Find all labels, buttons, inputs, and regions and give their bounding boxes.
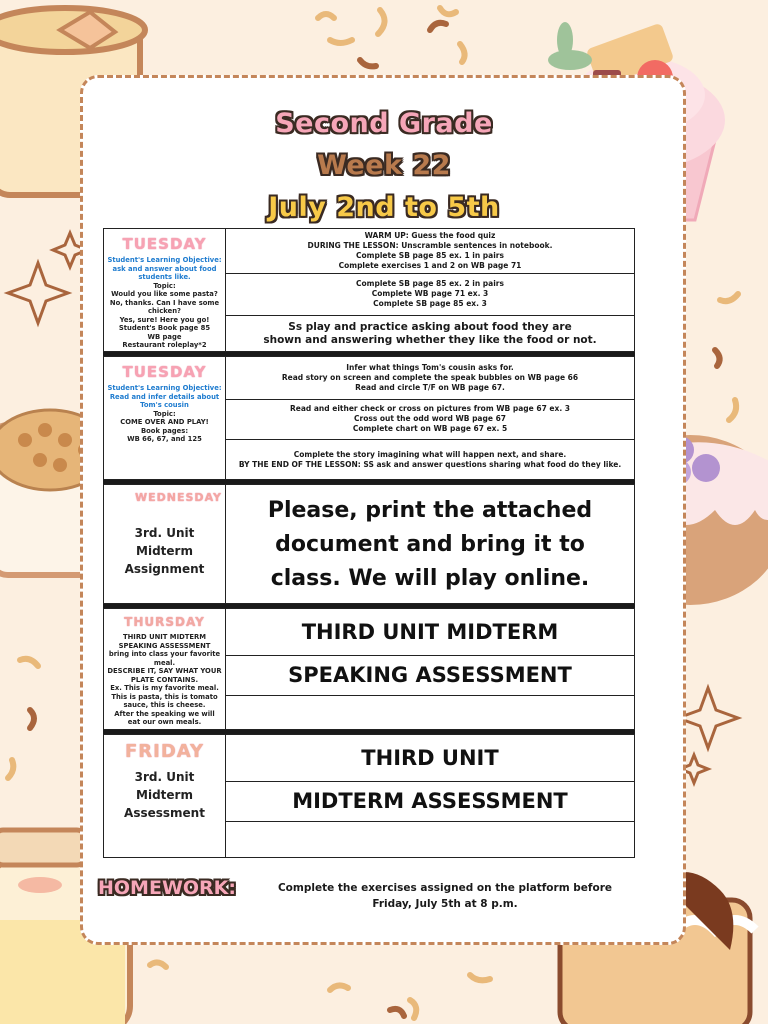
message-line: Please, print the attached	[267, 498, 593, 523]
day-cell	[104, 735, 226, 857]
tuesday-lesson-2	[103, 356, 635, 480]
message-line: document and bring it to	[275, 532, 585, 557]
day-label: TUESDAY	[122, 235, 207, 253]
activity-line: Ss play and practice asking about food they are	[288, 321, 572, 333]
activity-row	[226, 399, 634, 440]
speaking-notes: THIRD UNIT MIDTERM SPEAKING ASSESSMENT bring into class your favorite meal. DESCRIBE IT, SAY WHAT YOUR PLATE CONTAINS. Ex. This is my favorite meal. This is pasta, this is tomato sauce, this is cheese. After the speaking we will eat our own meals.	[107, 633, 222, 726]
activity-line: BY THE END OF THE LESSON: SS ask and answer questions sharing what food do they like.	[238, 460, 622, 469]
assignment-label: 3rd. Unit Midterm Assignment	[124, 526, 205, 576]
day-cell	[104, 485, 226, 603]
activity-line: DURING THE LESSON: Unscramble sentences in notebook.	[307, 241, 553, 250]
empty-row	[226, 695, 634, 731]
day-label: THURSDAY	[124, 615, 205, 629]
assessment-row	[226, 655, 634, 696]
homework-text: Complete the exercises assigned on the platform before Friday, July 5th at 8 p.m.	[277, 882, 613, 910]
activity-line: shown and answering whether they like the food or not.	[263, 334, 597, 346]
activity-line: Cross out the odd word WB page 67	[354, 414, 506, 423]
assessment-row	[226, 609, 634, 656]
activity-line: Complete WB page 71 ex. 3	[371, 289, 489, 298]
assessment-row	[226, 735, 634, 782]
week-title: Week 22	[317, 150, 451, 181]
assignment-message	[226, 485, 634, 605]
tuesday-lesson-1	[103, 228, 635, 352]
day-cell	[104, 229, 226, 351]
day-label: WEDNESDAY	[135, 491, 222, 504]
activities-cell	[226, 735, 634, 857]
activity-line: Complete chart on WB page 67 ex. 5	[352, 424, 508, 433]
assessment-label: 3rd. Unit Midterm Assessment	[124, 770, 205, 820]
assessment-line: THIRD UNIT	[361, 745, 499, 770]
activity-line: Complete SB page 85 ex. 2 in pairs	[356, 279, 504, 288]
date-range-title: July 2nd to 5th	[268, 192, 500, 223]
empty-row	[226, 821, 634, 859]
activity-line: WARM UP: Guess the food quiz	[364, 231, 496, 240]
thursday-lesson	[103, 608, 635, 730]
activity-line: Read and circle T/F on WB page 67.	[355, 383, 505, 392]
wednesday-lesson	[103, 484, 635, 604]
day-cell	[104, 357, 226, 479]
activity-line: Complete SB page 85 ex. 1 in pairs	[356, 251, 504, 260]
activity-row	[226, 229, 634, 274]
activity-row	[226, 357, 634, 400]
message-line: class. We will play online.	[270, 566, 590, 591]
lesson-notes: Topic: COME OVER AND PLAY! Book pages: WB 66, 67, and 125	[120, 409, 209, 443]
activity-line: Complete exercises 1 and 2 on WB page 71	[338, 261, 522, 270]
activity-row	[226, 439, 634, 481]
assessment-line: SPEAKING ASSESSMENT	[288, 662, 572, 687]
assessment-row	[226, 781, 634, 822]
activities-cell	[226, 609, 634, 729]
learning-objective: Student's Learning Objective: Read and infer details about Tom's cousin	[107, 384, 222, 409]
activity-row	[226, 273, 634, 316]
activity-line: Complete the story imagining what will happen next, and share.	[293, 450, 567, 459]
activity-row	[226, 315, 634, 353]
homework-title: HOMEWORK:	[98, 877, 237, 899]
lesson-notes: Topic: Would you like some pasta? No, thanks. Can I have some chicken? Yes, sure! Here you go! Student's Book page 85 WB page Restaurant roleplay*2	[109, 281, 220, 349]
activity-line: Read story on screen and complete the speak bubbles on WB page 66	[281, 373, 579, 382]
day-label: TUESDAY	[122, 363, 207, 381]
activities-cell	[226, 357, 634, 479]
activities-cell	[226, 485, 634, 603]
learning-objective: Student's Learning Objective: ask and answer about food students like.	[107, 256, 222, 281]
activity-line: Read and either check or cross on pictures from WB page 67 ex. 3	[289, 404, 571, 413]
weekly-schedule-table	[103, 228, 635, 858]
activities-cell	[226, 229, 634, 351]
assessment-line: MIDTERM ASSESSMENT	[292, 788, 568, 813]
activity-line: Infer what things Tom's cousin asks for.	[346, 363, 514, 372]
day-cell	[104, 609, 226, 729]
friday-lesson	[103, 734, 635, 858]
grade-title: Second Grade	[275, 108, 493, 139]
day-label: FRIDAY	[124, 741, 205, 762]
assessment-line: THIRD UNIT MIDTERM	[301, 619, 559, 644]
activity-line: Complete SB page 85 ex. 3	[373, 299, 487, 308]
